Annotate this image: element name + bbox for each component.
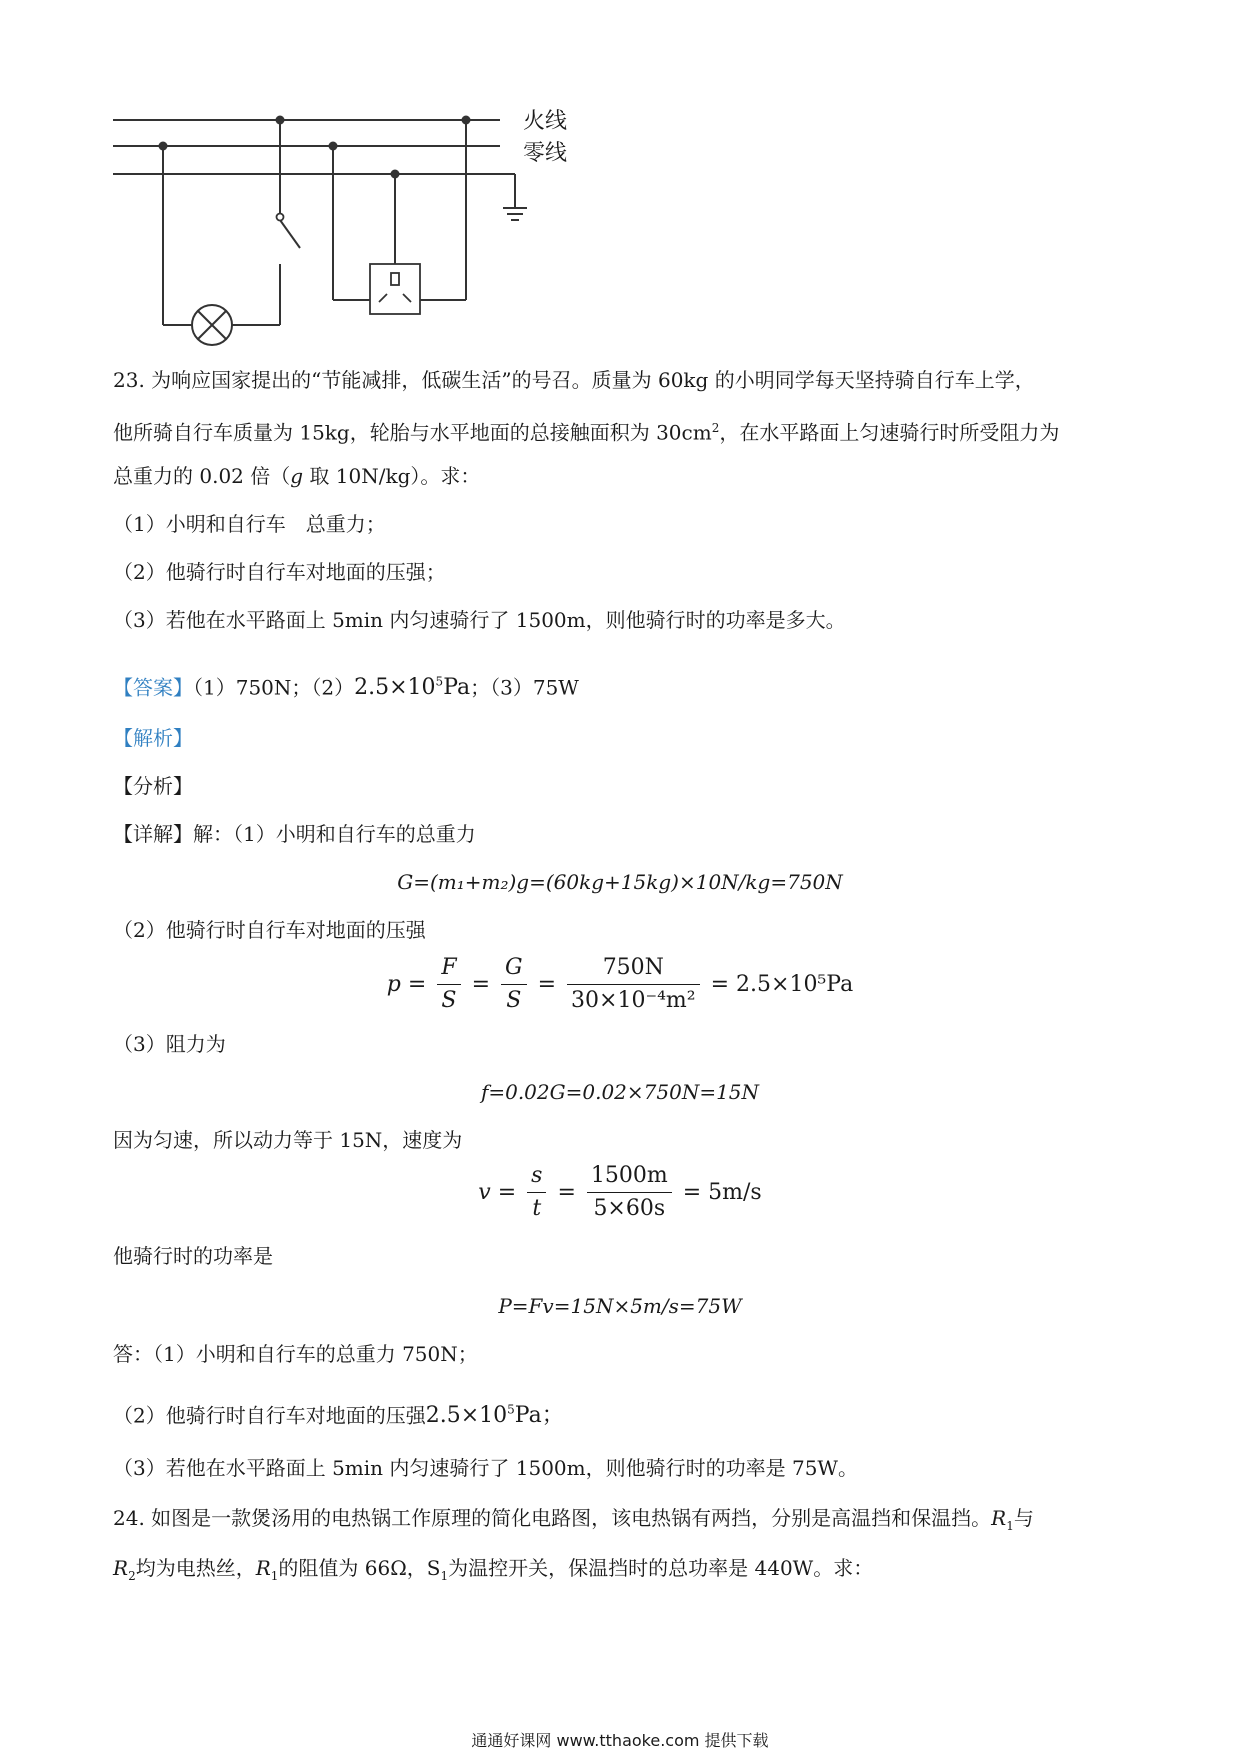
final-answer-1: 答：（1）小明和自行车的总重力 750N； [113,1342,478,1366]
equation-4: v = $\frac{s}{t}$ = $\frac{1500m}{5\times 60s}$ = 5m/s [478,1163,762,1221]
answer-line: 【答案】（1）750N；$(2)2.5\times 10^5Pa$；（3）75W [113,675,579,701]
final-answer-3: （3）若他在水平路面上 5min 内匀速骑行了 1500m，则他骑行时的功率是 75W。 [113,1456,858,1480]
detail-line-5: 他骑行时的功率是 [113,1244,273,1268]
detail-line-1: 【详解】解：（1）小明和自行车的总重力 [113,822,476,846]
q23-line-1: 23. 为响应国家提出的“节能减排，低碳生活”的号召。质量为 60kg 的小明同学每天坚持骑自行车上学， [113,368,1035,392]
q23-line-3: 总重力的 0.02 倍（g 取 10N/kg）。求： [113,464,481,488]
detail-line-3: （3）阻力为 [113,1032,226,1056]
fenxi-tag: 【分析】 [113,774,193,798]
analysis-tag: 【解析】 [113,726,193,750]
answer-tag: 【答案】 [113,675,193,700]
live-wire-label: 火线 [523,109,568,134]
lamp-icon [192,305,232,345]
q23-sub-1: （1）小明和自行车 总重力； [113,512,386,536]
detail-line-4: 因为匀速，所以动力等于 15N，速度为 [113,1128,463,1152]
final-answer-2: （2）他骑行时自行车对地面的压强$2.5\times 10^5Pa$； [113,1403,564,1429]
equation-3: f=0.02G=0.02×750N=15N [480,1080,760,1104]
neutral-wire-label: 零线 [523,141,568,166]
equation-1: G=(m₁+m₂)g=(60kg+15kg)×10N/kg=750N [397,870,843,894]
socket-icon [370,264,420,314]
equation-2: p = $\frac{F}{S}$ = $\frac{G}{S}$ = $\frac{750N}{\text{30×10⁻⁴m²}}$ = 2.5×10⁵Pa [386,955,854,1013]
q23-line-2: 他所骑自行车质量为 15kg，轮胎与水平地面的总接触面积为 $30cm^2$，在水平路面上匀速骑行时所受阻力为 [113,420,1060,445]
q23-sub-3: （3）若他在水平路面上 5min 内匀速骑行了 1500m，则他骑行时的功率是多大。 [113,608,846,632]
equation-5: P=Fv=15N×5m/s=75W [498,1294,742,1318]
q24-line-1: 24. 如图是一款煲汤用的电热锅工作原理的简化电路图，该电热锅有两挡，分别是高温挡和保温挡。$R_1$与 [113,1506,1034,1533]
q23-sub-2: （2）他骑行时自行车对地面的压强； [113,560,446,584]
household-circuit-diagram [0,90,600,350]
footer-source: 通通好课网 www.tthaoke.com 提供下载 [471,1731,769,1750]
q24-line-2: $R_2$均为电热丝，$R_1$的阻值为 66Ω，$S_1$为温控开关，保温挡时的总功率是 440W。求： [113,1556,874,1583]
detail-line-2: （2）他骑行时自行车对地面的压强 [113,918,426,942]
